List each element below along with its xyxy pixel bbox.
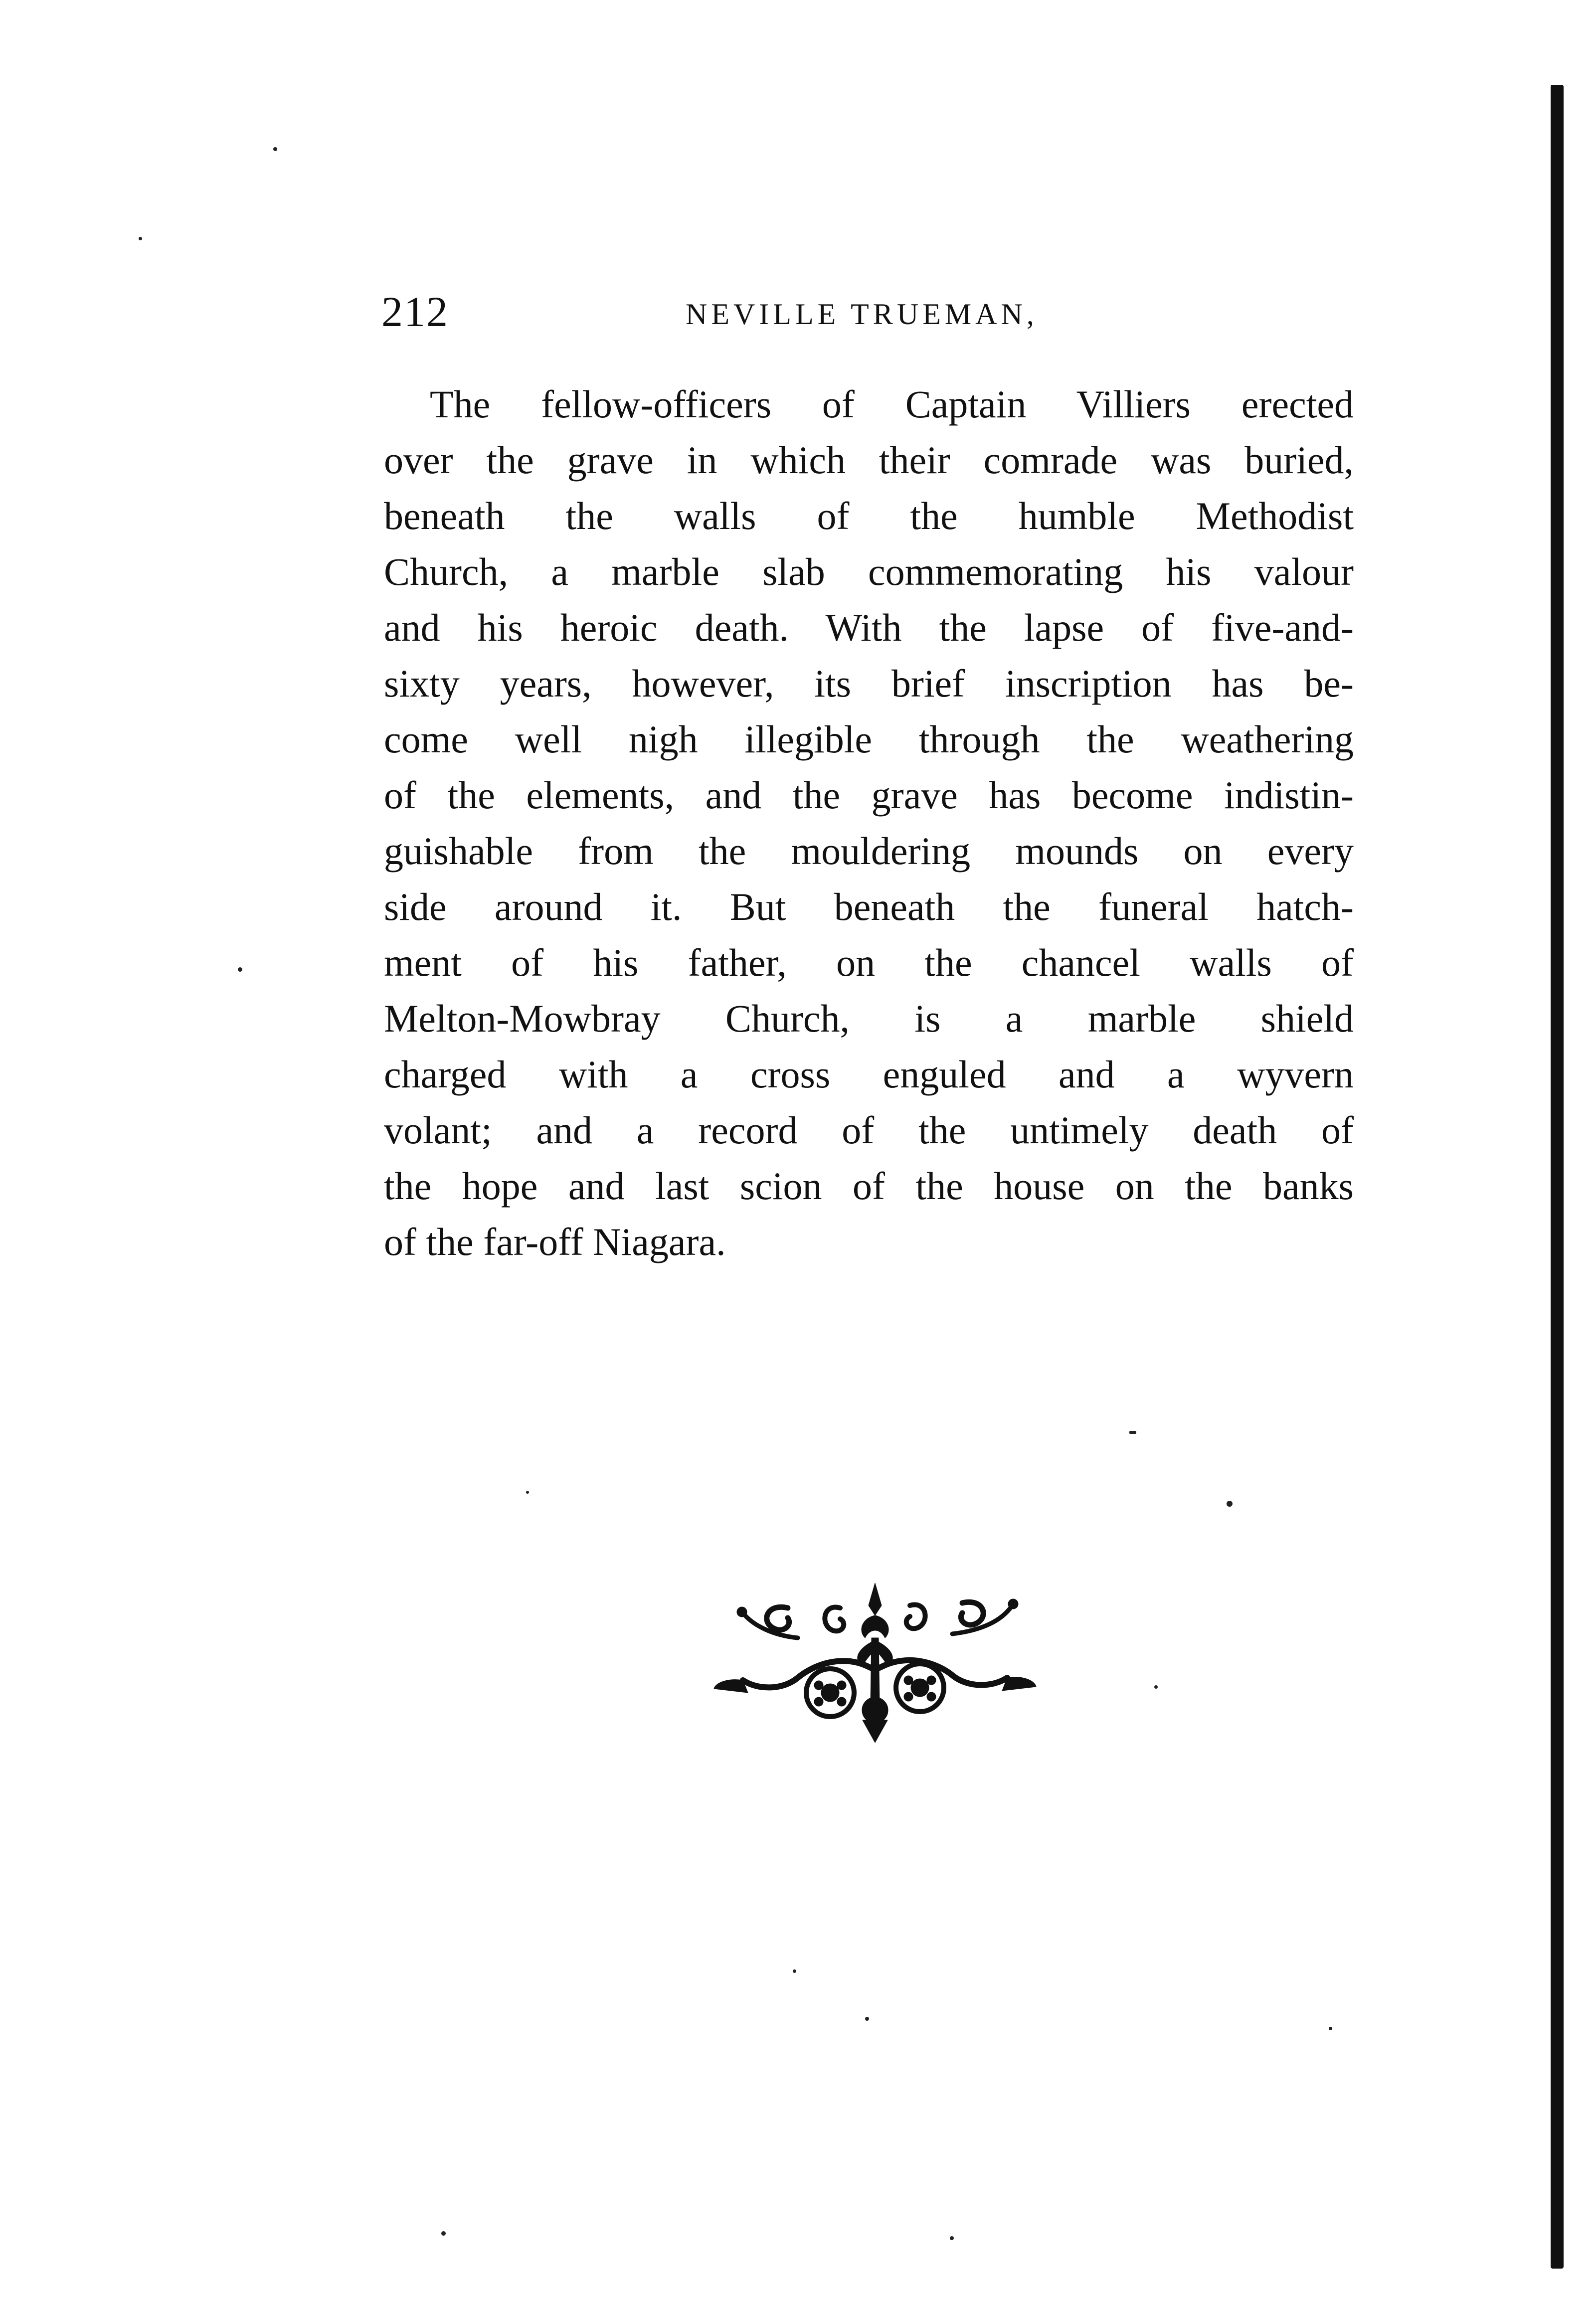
text-line: beneath the walls of the humble Methodist xyxy=(384,494,1354,537)
floral-tailpiece-ornament-icon xyxy=(713,1578,1037,1748)
running-head: NEVILLE TRUEMAN, xyxy=(686,298,1038,331)
text-line: volant; and a record of the untimely death of xyxy=(384,1108,1354,1152)
text-line: over the grave in which their comrade was buried, xyxy=(384,438,1354,482)
scan-speck xyxy=(1329,2027,1332,2030)
text-line: side around it. But beneath the funeral hatch- xyxy=(384,885,1354,928)
text-line: and his heroic death. With the lapse of five-and- xyxy=(384,606,1354,649)
text-line: ment of his father, on the chancel walls of xyxy=(384,941,1354,984)
scan-speck xyxy=(526,1491,529,1494)
text-line: come well nigh illegible through the weathering xyxy=(384,717,1354,761)
text-line: Church, a marble slab commemorating his valour xyxy=(384,550,1354,593)
scan-speck xyxy=(793,1969,796,1973)
text-line: The fellow-officers of Captain Villiers erected xyxy=(430,382,1354,426)
text-line: of the elements, and the grave has become indistin- xyxy=(384,773,1354,817)
page-number: 212 xyxy=(381,288,449,336)
text-line: guishable from the mouldering mounds on every xyxy=(384,829,1354,873)
scan-speck xyxy=(950,2236,954,2240)
scan-speck xyxy=(865,2017,869,2021)
scan-speck xyxy=(1154,1685,1158,1689)
page-header xyxy=(381,284,1354,339)
body-paragraph xyxy=(384,376,1354,1270)
scan-speck xyxy=(441,2231,446,2236)
scan-speck xyxy=(1129,1431,1136,1434)
scan-speck xyxy=(139,237,142,240)
text-line: the hope and last scion of the house on the banks xyxy=(384,1164,1354,1208)
scan-speck xyxy=(238,967,242,972)
scan-speck xyxy=(1227,1501,1233,1507)
text-line: Melton-Mowbray Church, is a marble shield xyxy=(384,997,1354,1040)
text-line: charged with a cross enguled and a wyvern xyxy=(384,1053,1354,1096)
text-line: of the far-off Niagara. xyxy=(384,1220,726,1263)
page-edge-shadow xyxy=(1551,85,1564,2269)
text-line: sixty years, however, its brief inscription has be- xyxy=(384,662,1354,705)
scan-speck xyxy=(273,147,277,151)
